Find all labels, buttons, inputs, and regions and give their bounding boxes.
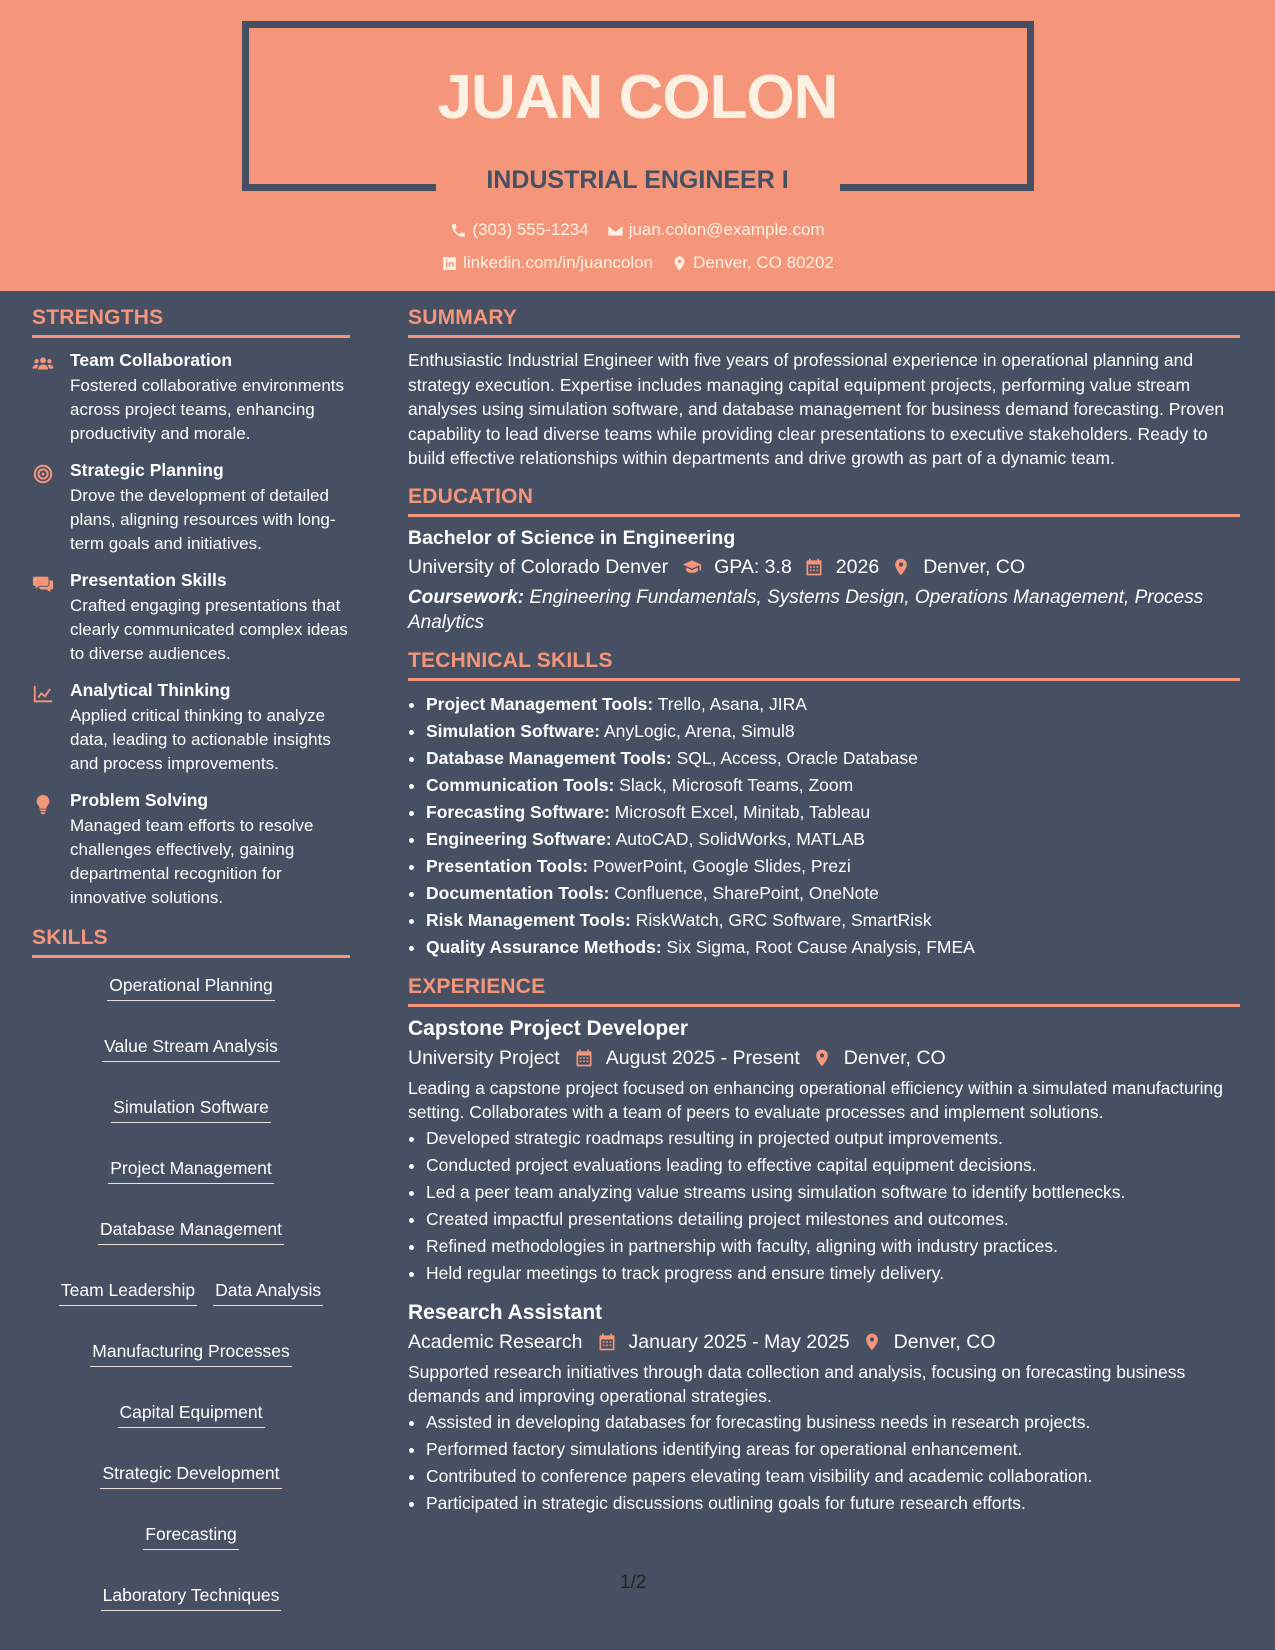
- school-location: Denver, CO: [923, 555, 1026, 578]
- skill-values: SQL, Access, Oracle Database: [676, 747, 918, 768]
- location-text: Denver, CO 80202: [693, 253, 834, 272]
- summary-section: [408, 306, 1240, 471]
- skill-tag: Database Management: [98, 1218, 284, 1245]
- contact-location: [671, 253, 834, 273]
- map-marker-icon: [812, 1048, 832, 1068]
- graduation-cap-icon: [682, 557, 702, 577]
- list-item: • Participated in strategic discussions outlining goals for future research efforts.: [426, 1490, 1240, 1517]
- left-column: [32, 306, 350, 1611]
- list-item: [426, 907, 1240, 934]
- list-item: • Created impactful presentations detailing project milestones and outcomes.: [426, 1206, 1240, 1233]
- list-item: • Refined methodologies in partnership with faculty, aligning with industry practices.: [426, 1233, 1240, 1260]
- job-title-heading: INDUSTRIAL ENGINEER I: [486, 166, 789, 194]
- degree-name: Bachelor of Science in Engineering: [408, 526, 736, 549]
- chart-line-icon: [32, 683, 54, 705]
- skill-values: PowerPoint, Google Slides, Prezi: [592, 855, 851, 876]
- skill-values: Slack, Microsoft Teams, Zoom: [619, 774, 854, 795]
- strength-name: Strategic Planning: [70, 460, 224, 480]
- skills-list: [32, 970, 350, 1611]
- strength-item: [32, 790, 350, 910]
- skill-values: AutoCAD, SolidWorks, MATLAB: [615, 828, 865, 849]
- strength-name: Presentation Skills: [70, 570, 227, 590]
- skill-tag: Data Analysis: [213, 1279, 323, 1306]
- education-heading: EDUCATION: [408, 485, 1240, 517]
- map-marker-icon: [891, 557, 911, 577]
- strength-desc: Fostered collaborative environments across project teams, enhancing productivity and morale.: [70, 376, 345, 443]
- contact-linkedin: [441, 253, 653, 273]
- skill-category: Risk Management Tools:: [426, 909, 631, 930]
- job-org: Academic Research: [408, 1330, 583, 1353]
- list-item: [426, 799, 1240, 826]
- lightbulb-icon: [32, 793, 54, 815]
- job-meta: [408, 1331, 1240, 1354]
- skill-category: Documentation Tools:: [426, 882, 610, 903]
- skill-category: Forecasting Software:: [426, 801, 610, 822]
- skill-category: Presentation Tools:: [426, 855, 589, 876]
- skill-tag: Operational Planning: [107, 974, 274, 1001]
- education-meta: [408, 556, 1240, 579]
- skill-category: Project Management Tools:: [426, 693, 654, 714]
- job-entry: [408, 1017, 1240, 1287]
- phone-text[interactable]: (303) 555-1234: [472, 220, 589, 239]
- education-section: [408, 485, 1240, 635]
- technical-skills-section: [408, 649, 1240, 961]
- job-dates: August 2025 - Present: [605, 1046, 800, 1069]
- grad-year: 2026: [835, 555, 880, 578]
- strength-name: Team Collaboration: [70, 350, 233, 370]
- coursework: [408, 585, 1240, 635]
- skill-tag: Team Leadership: [59, 1279, 197, 1306]
- list-item: • Assisted in developing databases for forecasting business needs in research projects.: [426, 1409, 1240, 1436]
- skill-tag: Capital Equipment: [118, 1401, 265, 1428]
- job-title: Capstone Project Developer: [408, 1016, 689, 1040]
- list-item: • Performed factory simulations identifying areas for operational enhancement.: [426, 1436, 1240, 1463]
- job-dates: January 2025 - May 2025: [628, 1330, 850, 1353]
- calendar-icon: [574, 1048, 594, 1068]
- summary-heading: SUMMARY: [408, 306, 1240, 338]
- strength-name: Problem Solving: [70, 790, 209, 810]
- list-item: [426, 934, 1240, 961]
- list-item: [426, 745, 1240, 772]
- calendar-icon: [597, 1332, 617, 1352]
- job-entry: [408, 1301, 1240, 1517]
- calendar-icon: [804, 557, 824, 577]
- skill-category: Communication Tools:: [426, 774, 615, 795]
- skill-tag: Value Stream Analysis: [102, 1035, 280, 1062]
- experience-heading: EXPERIENCE: [408, 975, 1240, 1007]
- strength-desc: Applied critical thinking to analyze data, leading to actionable insights and process improvements.: [70, 706, 331, 773]
- strengths-heading: STRENGTHS: [32, 306, 350, 338]
- target-icon: [32, 463, 54, 485]
- list-item: [426, 718, 1240, 745]
- coursework-label: Coursework:: [408, 586, 525, 608]
- technical-skills-list: [408, 691, 1240, 961]
- experience-section: [408, 975, 1240, 1517]
- candidate-name: JUAN COLON: [437, 63, 838, 132]
- job-title: Research Assistant: [408, 1300, 603, 1324]
- list-item: [426, 853, 1240, 880]
- skill-values: Microsoft Excel, Minitab, Tableau: [614, 801, 871, 822]
- job-location: Denver, CO: [843, 1046, 946, 1069]
- skill-category: Database Management Tools:: [426, 747, 672, 768]
- skill-category: Simulation Software:: [426, 720, 601, 741]
- list-item: • Conducted project evaluations leading to effective capital equipment decisions.: [426, 1152, 1240, 1179]
- contact-email: [607, 220, 825, 240]
- list-item: [426, 880, 1240, 907]
- skill-category: Quality Assurance Methods:: [426, 936, 662, 957]
- strength-item: [32, 570, 350, 666]
- skill-tag: Strategic Development: [100, 1462, 281, 1489]
- job-org: University Project: [408, 1046, 560, 1069]
- technical-skills-heading: TECHNICAL SKILLS: [408, 649, 1240, 681]
- strength-desc: Drove the development of detailed plans, aligning resources with long-term goals and initiatives.: [70, 486, 336, 553]
- skill-values: Trello, Asana, JIRA: [657, 693, 807, 714]
- contact-row-2: [0, 253, 1275, 273]
- header: [0, 0, 1275, 291]
- strength-name: Analytical Thinking: [70, 680, 231, 700]
- job-description: Leading a capstone project focused on enhancing operational efficiency within a simulated manufacturing setting. Collaborates with a team of peers to evaluate processes and implement solutions.: [408, 1077, 1223, 1122]
- strength-desc: Crafted engaging presentations that clearly communicated complex ideas to diverse audiences.: [70, 596, 348, 663]
- skill-tag: Simulation Software: [111, 1096, 271, 1123]
- email-text[interactable]: juan.colon@example.com: [628, 220, 825, 239]
- users-icon: [32, 353, 54, 375]
- job-bullets: [408, 1409, 1240, 1517]
- list-item: [426, 772, 1240, 799]
- list-item: [426, 826, 1240, 853]
- skill-tag: Project Management: [108, 1157, 273, 1184]
- strength-desc: Managed team efforts to resolve challenges effectively, gaining departmental recognition for innovative solutions.: [70, 816, 314, 907]
- school-name: University of Colorado Denver: [408, 555, 669, 578]
- list-item: [426, 691, 1240, 718]
- comments-icon: [32, 573, 54, 595]
- list-item: • Developed strategic roadmaps resulting in projected output improvements.: [426, 1125, 1240, 1152]
- linkedin-icon: [441, 255, 458, 272]
- skill-values: RiskWatch, GRC Software, SmartRisk: [635, 909, 932, 930]
- summary-text: Enthusiastic Industrial Engineer with five years of professional experience in operational planning and strategy execution. Expertise includes managing capital equipment projects, performing value stream analyses using simulation software, and database management for business demand forecasting. Proven capability to lead diverse teams while providing clear presentations to executive stakeholders. Ready to build effective relationships within departments and drive growth as part of a dynamic team.: [408, 350, 1225, 468]
- strength-item: [32, 350, 350, 446]
- list-item: • Led a peer team analyzing value streams using simulation software to identify bottlenecks.: [426, 1179, 1240, 1206]
- list-item: • Contributed to conference papers elevating team visibility and academic collaboration.: [426, 1463, 1240, 1490]
- skill-category: Engineering Software:: [426, 828, 612, 849]
- skill-values: Confluence, SharePoint, OneNote: [614, 882, 879, 903]
- right-column: [408, 306, 1240, 1531]
- phone-icon: [450, 222, 467, 239]
- skill-values: Six Sigma, Root Cause Analysis, FMEA: [666, 936, 975, 957]
- gpa-text: GPA: 3.8: [714, 555, 792, 578]
- strength-item: [32, 460, 350, 556]
- skill-tag: Laboratory Techniques: [101, 1584, 282, 1611]
- job-location: Denver, CO: [893, 1330, 996, 1353]
- skill-tag: Forecasting: [143, 1523, 238, 1550]
- list-item: • Held regular meetings to track progress and ensure timely delivery.: [426, 1260, 1240, 1287]
- contact-row-1: [0, 220, 1275, 240]
- map-marker-icon: [671, 255, 688, 272]
- linkedin-text[interactable]: linkedin.com/in/juancolon: [463, 253, 654, 272]
- skills-heading: SKILLS: [32, 926, 350, 958]
- contact-phone: [450, 220, 588, 240]
- envelope-icon: [607, 222, 624, 239]
- skill-tag: Manufacturing Processes: [90, 1340, 291, 1367]
- strength-item: [32, 680, 350, 776]
- page-number: 1/2: [620, 1572, 647, 1593]
- skill-values: AnyLogic, Arena, Simul8: [603, 720, 795, 741]
- job-description: Supported research initiatives through data collection and analysis, focusing on forecasting business demands and improving operational strategies.: [408, 1361, 1186, 1406]
- map-marker-icon: [862, 1332, 882, 1352]
- job-bullets: [408, 1125, 1240, 1287]
- coursework-text: Engineering Fundamentals, Systems Design, Operations Management, Process Analytics: [408, 586, 1204, 633]
- job-meta: [408, 1047, 1240, 1070]
